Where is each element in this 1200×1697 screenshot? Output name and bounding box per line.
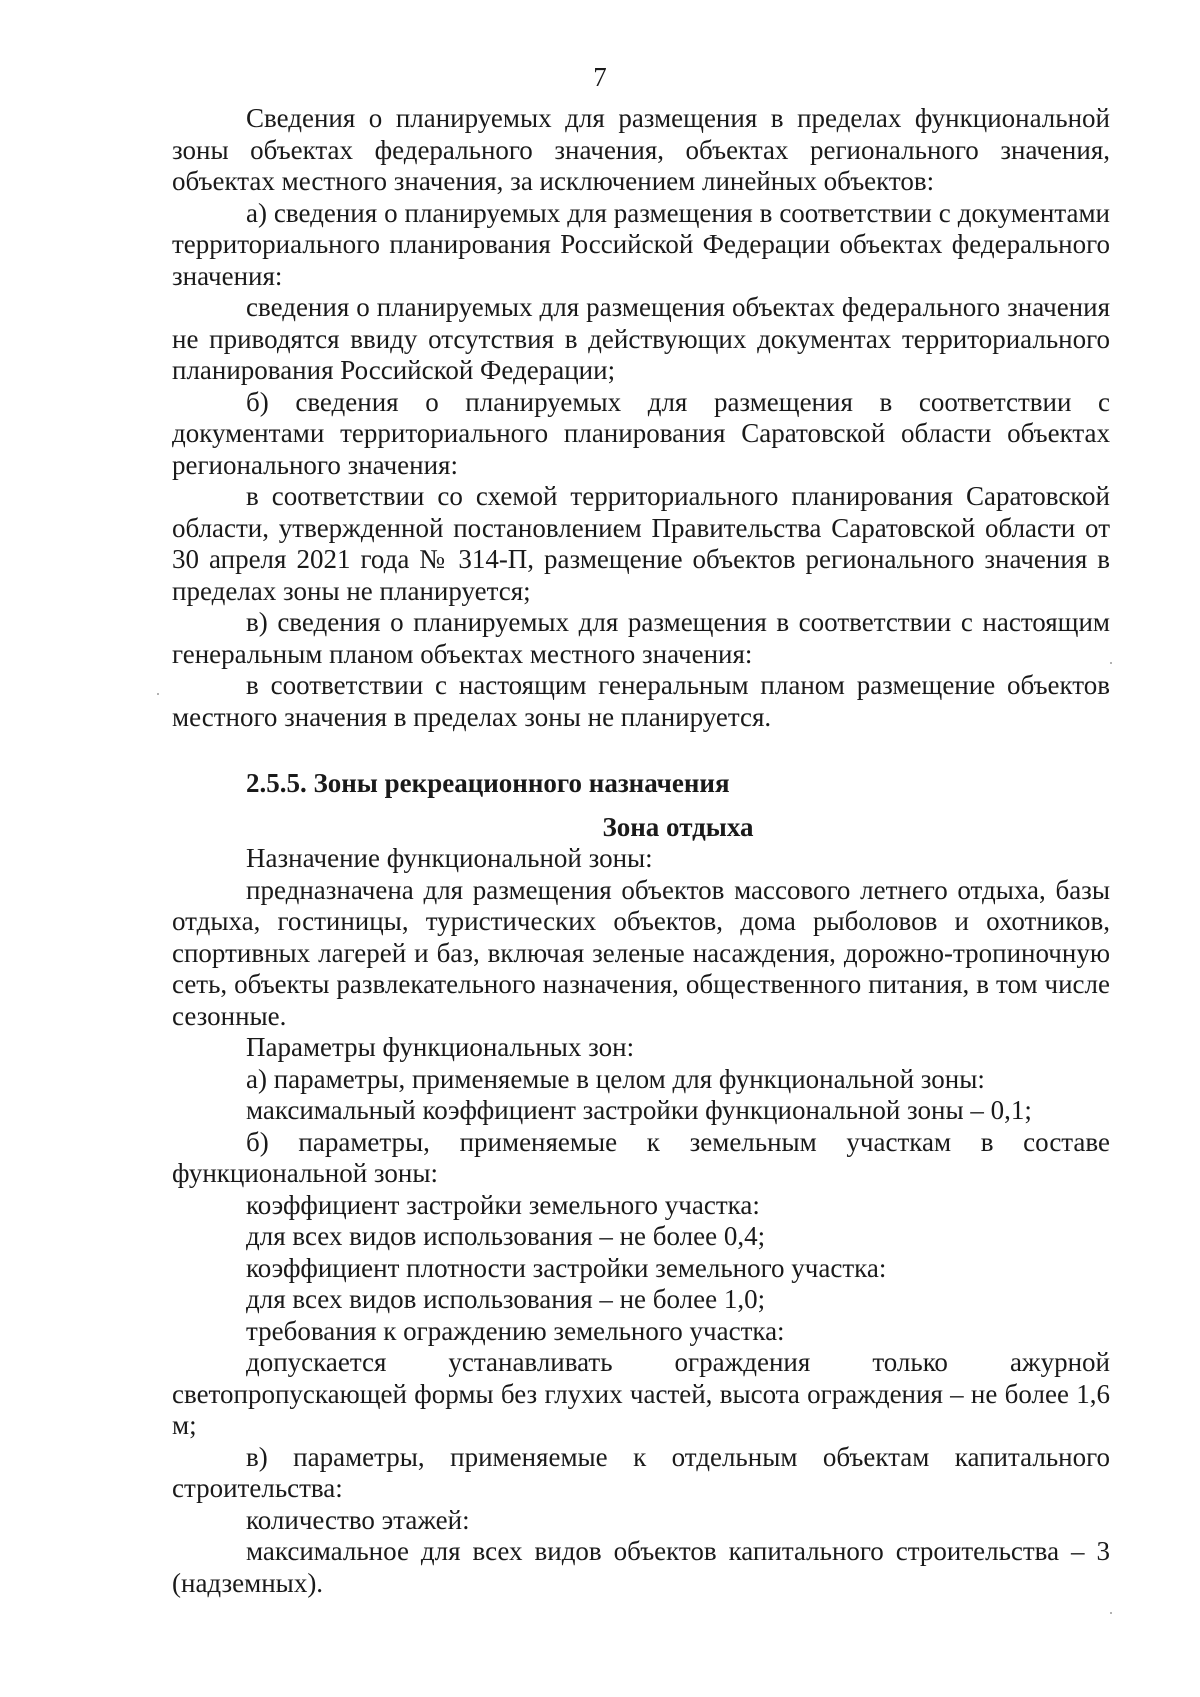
paragraph: количество этажей: [246, 1504, 470, 1535]
paragraph: а) параметры, применяемые в целом для функциональной зоны: [246, 1063, 985, 1094]
paragraph: в) сведения о планируемых для размещения в соответствии с настоящим генеральным планом объектах местного значения: [172, 607, 1110, 669]
paragraph: Параметры функциональных зон: [246, 1032, 635, 1062]
zone-title: Зона отдыха [602, 811, 754, 842]
paragraph: максимальное для всех видов объектов капитального строительства – 3 (надземных). [172, 1536, 1110, 1598]
paragraph: в) параметры, применяемые к отдельным объектам капитального строительства: [172, 1441, 1110, 1503]
document-body [172, 103, 1110, 1599]
paragraph: допускается устанавливать ограждения только ажурной светопропускающей формы без глухих частей, высота ограждения – не более 1,6 м; [172, 1347, 1110, 1440]
scan-speck [1110, 662, 1112, 664]
paragraph: сведения о планируемых для размещения объектах федерального значения не приводятся ввиду отсутствия в действующих документах территориального планирования Российской Федерации; [172, 292, 1110, 385]
paragraph: коэффициент плотности застройки земельного участка: [246, 1252, 887, 1283]
paragraph: б) сведения о планируемых для размещения в соответствии с документами территориального планирования Саратовской области объектах регионального значения: [172, 386, 1110, 480]
page-number: 7 [593, 62, 607, 92]
section-heading: 2.5.5. Зоны рекреационного назначения [246, 768, 730, 798]
paragraph: требования к ограждению земельного участка: [246, 1315, 785, 1346]
paragraph: а) сведения о планируемых для размещения в соответствии с документами территориального планирования Российской Федерации объектах федерального значения: [172, 197, 1110, 291]
paragraph: Назначение функциональной зоны: [246, 843, 653, 873]
paragraph: для всех видов использования – не более 1,0; [246, 1284, 766, 1314]
paragraph: Сведения о планируемых для размещения в пределах функциональной зоны объектах федерального значения, объектах регионального значения, объектах местного значения, за исключением линейных объектов: [172, 103, 1110, 196]
scan-speck [157, 693, 159, 695]
paragraph: для всех видов использования – не более 0,4; [246, 1221, 766, 1251]
paragraph: в соответствии со схемой территориального планирования Саратовской области, утвержденной постановлением Правительства Саратовской области от 30 апреля 2021 года № 314-П, размещение объектов регионального значения в пределах зоны не планируется; [172, 481, 1110, 606]
paragraph: максимальный коэффициент застройки функциональной зоны – 0,1; [246, 1095, 1032, 1125]
paragraph: б) параметры, применяемые к земельным участкам в составе функциональной зоны: [172, 1126, 1110, 1188]
scan-speck [1110, 1612, 1112, 1614]
paragraph: предназначена для размещения объектов массового летнего отдыха, базы отдыха, гостиницы, туристических объектов, дома рыболовов и охотников, спортивных лагерей и баз, включая зеленые насаждения, дорожно-тропиночную сеть, объекты развлекательного назначения, общественного питания, в том числе сезонные. [172, 874, 1110, 1031]
paragraph: в соответствии с настоящим генеральным планом размещение объектов местного значения в пределах зоны не планируется. [172, 670, 1110, 732]
paragraph: коэффициент застройки земельного участка: [246, 1189, 760, 1220]
